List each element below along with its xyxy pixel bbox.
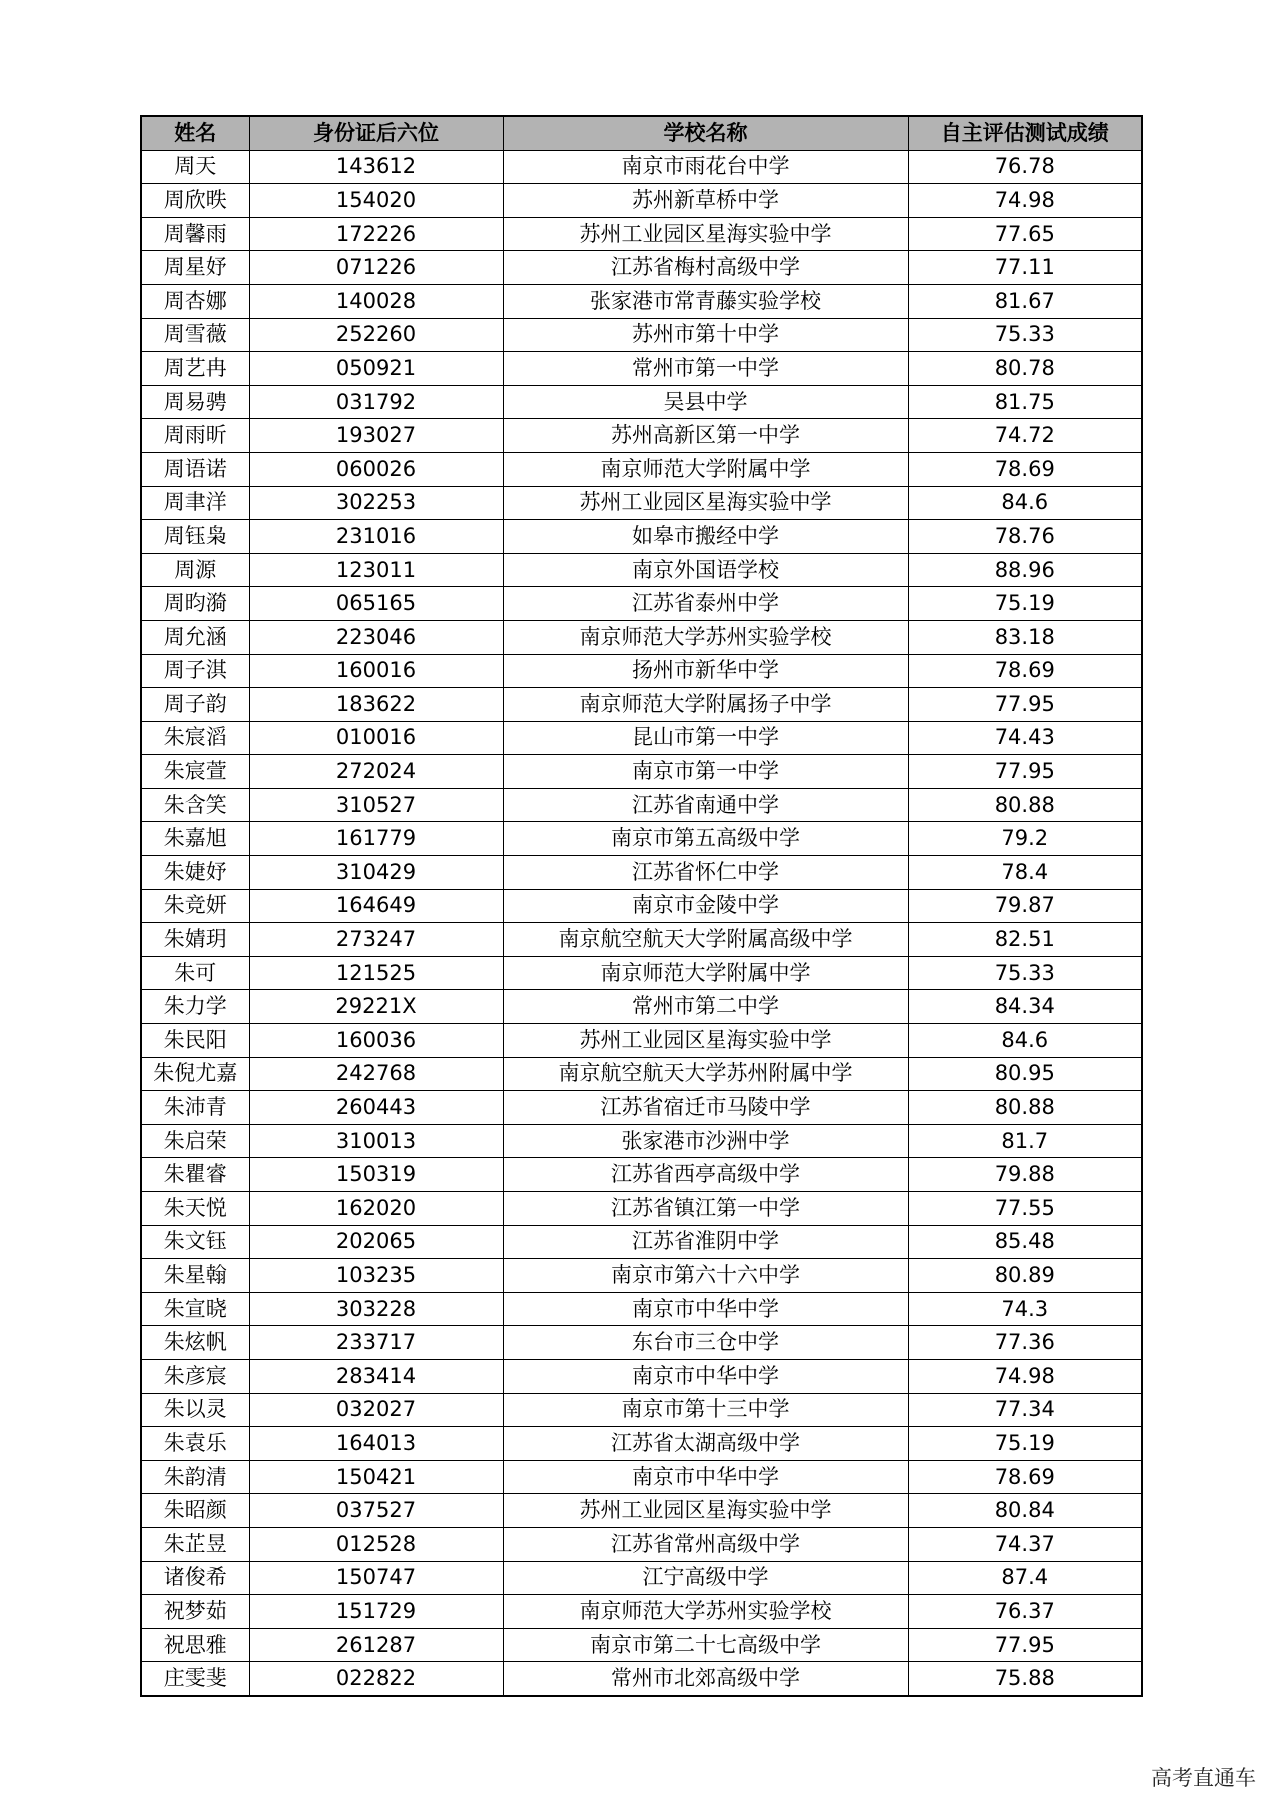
cell-school: 江苏省太湖高级中学 [503,1427,908,1461]
cell-score: 75.33 [908,956,1142,990]
cell-id-last6: 037527 [249,1494,503,1528]
table-row [141,688,1142,722]
cell-school: 江苏省宿迁市马陵中学 [503,1091,908,1125]
table-row [141,1225,1142,1259]
cell-name: 周雨昕 [141,419,249,453]
cell-school: 江苏省常州高级中学 [503,1527,908,1561]
cell-score: 87.4 [908,1561,1142,1595]
cell-name: 祝梦茹 [141,1595,249,1629]
cell-name: 周聿洋 [141,486,249,520]
table-row [141,486,1142,520]
cell-name: 周星妤 [141,251,249,285]
table-row [141,419,1142,453]
cell-school: 南京市第五高级中学 [503,822,908,856]
cell-name: 周语诺 [141,452,249,486]
cell-score: 83.18 [908,620,1142,654]
cell-id-last6: 172226 [249,217,503,251]
cell-name: 周易骋 [141,385,249,419]
cell-school: 苏州高新区第一中学 [503,419,908,453]
cell-school: 江苏省梅村高级中学 [503,251,908,285]
table-row [141,1326,1142,1360]
table-row [141,553,1142,587]
cell-score: 74.98 [908,184,1142,218]
table-row [141,1393,1142,1427]
cell-score: 77.95 [908,1628,1142,1662]
cell-school: 苏州工业园区星海实验中学 [503,1024,908,1058]
table-row [141,1427,1142,1461]
cell-name: 朱文钰 [141,1225,249,1259]
cell-score: 77.65 [908,217,1142,251]
cell-id-last6: 031792 [249,385,503,419]
cell-id-last6: 121525 [249,956,503,990]
cell-school: 南京市雨花台中学 [503,150,908,184]
cell-school: 常州市第二中学 [503,990,908,1024]
cell-id-last6: 29221X [249,990,503,1024]
cell-score: 76.37 [908,1595,1142,1629]
table-row [141,1158,1142,1192]
cell-score: 77.95 [908,688,1142,722]
cell-school: 东台市三仓中学 [503,1326,908,1360]
header-row [141,116,1142,150]
table-row [141,1192,1142,1226]
cell-id-last6: 261287 [249,1628,503,1662]
cell-school: 张家港市沙洲中学 [503,1124,908,1158]
table-row [141,1091,1142,1125]
cell-name: 祝思雅 [141,1628,249,1662]
cell-score: 79.87 [908,889,1142,923]
cell-score: 85.48 [908,1225,1142,1259]
table-row [141,1561,1142,1595]
cell-id-last6: 012528 [249,1527,503,1561]
cell-school: 南京市金陵中学 [503,889,908,923]
cell-score: 80.88 [908,1091,1142,1125]
cell-id-last6: 161779 [249,822,503,856]
cell-name: 诸俊希 [141,1561,249,1595]
cell-id-last6: 050921 [249,352,503,386]
cell-name: 朱韵清 [141,1460,249,1494]
cell-name: 朱宸滔 [141,721,249,755]
cell-score: 82.51 [908,923,1142,957]
cell-school: 江苏省泰州中学 [503,587,908,621]
cell-name: 周昀漪 [141,587,249,621]
cell-school: 南京师范大学苏州实验学校 [503,620,908,654]
cell-id-last6: 302253 [249,486,503,520]
table-row [141,1024,1142,1058]
table-header [141,116,1142,150]
cell-name: 朱星翰 [141,1259,249,1293]
cell-name: 朱嘉旭 [141,822,249,856]
cell-score: 74.72 [908,419,1142,453]
cell-id-last6: 193027 [249,419,503,453]
cell-id-last6: 260443 [249,1091,503,1125]
header-school: 学校名称 [503,116,908,150]
cell-school: 苏州新草桥中学 [503,184,908,218]
table-row [141,1292,1142,1326]
cell-school: 如皋市搬经中学 [503,520,908,554]
cell-school: 南京航空航天大学附属高级中学 [503,923,908,957]
table-row [141,721,1142,755]
cell-name: 周雪薇 [141,318,249,352]
cell-score: 75.19 [908,1427,1142,1461]
cell-name: 朱昭颜 [141,1494,249,1528]
cell-score: 80.95 [908,1057,1142,1091]
cell-id-last6: 160016 [249,654,503,688]
cell-school: 苏州市第十中学 [503,318,908,352]
cell-school: 苏州工业园区星海实验中学 [503,217,908,251]
cell-name: 朱婕妤 [141,856,249,890]
table-row [141,990,1142,1024]
cell-score: 78.69 [908,1460,1142,1494]
cell-id-last6: 065165 [249,587,503,621]
table-row [141,1460,1142,1494]
cell-school: 南京师范大学附属中学 [503,452,908,486]
table-row [141,318,1142,352]
table-row [141,1259,1142,1293]
table-row [141,1628,1142,1662]
cell-school: 江宁高级中学 [503,1561,908,1595]
table-row [141,184,1142,218]
cell-score: 81.67 [908,284,1142,318]
cell-school: 昆山市第一中学 [503,721,908,755]
cell-school: 常州市北郊高级中学 [503,1662,908,1696]
cell-score: 75.33 [908,318,1142,352]
table-row [141,755,1142,789]
cell-score: 84.6 [908,1024,1142,1058]
cell-name: 周天 [141,150,249,184]
cell-name: 朱力学 [141,990,249,1024]
cell-id-last6: 022822 [249,1662,503,1696]
table-row [141,788,1142,822]
cell-school: 苏州工业园区星海实验中学 [503,1494,908,1528]
cell-score: 77.36 [908,1326,1142,1360]
cell-school: 江苏省镇江第一中学 [503,1192,908,1226]
cell-name: 周馨雨 [141,217,249,251]
cell-id-last6: 283414 [249,1359,503,1393]
cell-score: 77.11 [908,251,1142,285]
cell-name: 朱袁乐 [141,1427,249,1461]
cell-school: 南京师范大学苏州实验学校 [503,1595,908,1629]
cell-name: 朱可 [141,956,249,990]
cell-score: 74.98 [908,1359,1142,1393]
header-id-last6: 身份证后六位 [249,116,503,150]
cell-score: 77.34 [908,1393,1142,1427]
table-row [141,520,1142,554]
table-row [141,1494,1142,1528]
cell-id-last6: 303228 [249,1292,503,1326]
cell-id-last6: 202065 [249,1225,503,1259]
cell-id-last6: 010016 [249,721,503,755]
cell-name: 朱芷昱 [141,1527,249,1561]
cell-score: 78.69 [908,654,1142,688]
header-name: 姓名 [141,116,249,150]
cell-id-last6: 143612 [249,150,503,184]
table-row [141,251,1142,285]
cell-id-last6: 032027 [249,1393,503,1427]
cell-school: 南京外国语学校 [503,553,908,587]
cell-name: 周允涵 [141,620,249,654]
cell-id-last6: 123011 [249,553,503,587]
cell-id-last6: 150747 [249,1561,503,1595]
cell-name: 周子韵 [141,688,249,722]
cell-school: 扬州市新华中学 [503,654,908,688]
cell-name: 朱民阳 [141,1024,249,1058]
cell-school: 南京市第二十七高级中学 [503,1628,908,1662]
table-row [141,620,1142,654]
table-row [141,889,1142,923]
cell-school: 苏州工业园区星海实验中学 [503,486,908,520]
cell-id-last6: 223046 [249,620,503,654]
cell-score: 81.7 [908,1124,1142,1158]
cell-score: 76.78 [908,150,1142,184]
cell-name: 朱瞿睿 [141,1158,249,1192]
cell-score: 77.55 [908,1192,1142,1226]
cell-id-last6: 164013 [249,1427,503,1461]
cell-score: 88.96 [908,553,1142,587]
cell-name: 周艺冉 [141,352,249,386]
cell-school: 江苏省怀仁中学 [503,856,908,890]
cell-score: 78.4 [908,856,1142,890]
cell-score: 79.88 [908,1158,1142,1192]
cell-school: 南京市第十三中学 [503,1393,908,1427]
cell-school: 南京市第一中学 [503,755,908,789]
table-row [141,923,1142,957]
cell-name: 周子淇 [141,654,249,688]
table-row [141,856,1142,890]
cell-id-last6: 233717 [249,1326,503,1360]
table-row [141,587,1142,621]
cell-name: 周钰枭 [141,520,249,554]
table-row [141,385,1142,419]
cell-score: 75.88 [908,1662,1142,1696]
cell-name: 朱启荣 [141,1124,249,1158]
cell-score: 78.76 [908,520,1142,554]
table-row [141,150,1142,184]
cell-name: 朱竞妍 [141,889,249,923]
cell-score: 84.6 [908,486,1142,520]
footer-brand-watermark: 高考直通车 [1151,1766,1256,1790]
cell-id-last6: 160036 [249,1024,503,1058]
table-row [141,1124,1142,1158]
cell-name: 朱天悦 [141,1192,249,1226]
cell-school: 南京市第六十六中学 [503,1259,908,1293]
table-row [141,284,1142,318]
cell-name: 朱含笑 [141,788,249,822]
cell-score: 84.34 [908,990,1142,1024]
cell-name: 朱宣晓 [141,1292,249,1326]
table-row [141,956,1142,990]
cell-name: 周杏娜 [141,284,249,318]
table-row [141,1527,1142,1561]
cell-id-last6: 242768 [249,1057,503,1091]
table-row [141,1662,1142,1696]
table-body [141,150,1142,1696]
cell-id-last6: 273247 [249,923,503,957]
cell-score: 77.95 [908,755,1142,789]
cell-id-last6: 103235 [249,1259,503,1293]
cell-id-last6: 310527 [249,788,503,822]
cell-id-last6: 154020 [249,184,503,218]
table-row [141,352,1142,386]
table-row [141,452,1142,486]
cell-score: 74.3 [908,1292,1142,1326]
cell-school: 南京市中华中学 [503,1359,908,1393]
cell-school: 江苏省淮阴中学 [503,1225,908,1259]
cell-score: 74.37 [908,1527,1142,1561]
results-table [140,115,1143,1697]
cell-id-last6: 150421 [249,1460,503,1494]
cell-score: 78.69 [908,452,1142,486]
cell-score: 80.88 [908,788,1142,822]
cell-school: 南京师范大学附属扬子中学 [503,688,908,722]
cell-id-last6: 231016 [249,520,503,554]
cell-id-last6: 060026 [249,452,503,486]
cell-score: 80.78 [908,352,1142,386]
cell-name: 朱婧玥 [141,923,249,957]
cell-id-last6: 183622 [249,688,503,722]
cell-id-last6: 151729 [249,1595,503,1629]
table-row [141,217,1142,251]
cell-school: 江苏省西亭高级中学 [503,1158,908,1192]
table-row [141,822,1142,856]
cell-school: 吴县中学 [503,385,908,419]
cell-school: 张家港市常青藤实验学校 [503,284,908,318]
cell-id-last6: 140028 [249,284,503,318]
cell-score: 75.19 [908,587,1142,621]
table-row [141,1057,1142,1091]
cell-school: 南京师范大学附属中学 [503,956,908,990]
cell-id-last6: 071226 [249,251,503,285]
cell-school: 常州市第一中学 [503,352,908,386]
table-row [141,1359,1142,1393]
cell-id-last6: 252260 [249,318,503,352]
cell-school: 南京航空航天大学苏州附属中学 [503,1057,908,1091]
cell-id-last6: 150319 [249,1158,503,1192]
cell-name: 朱以灵 [141,1393,249,1427]
cell-name: 朱宸萱 [141,755,249,789]
cell-school: 江苏省南通中学 [503,788,908,822]
cell-score: 74.43 [908,721,1142,755]
cell-name: 朱倪尤嘉 [141,1057,249,1091]
table-row [141,1595,1142,1629]
cell-id-last6: 310013 [249,1124,503,1158]
cell-school: 南京市中华中学 [503,1292,908,1326]
cell-name: 周源 [141,553,249,587]
cell-score: 81.75 [908,385,1142,419]
table-row [141,654,1142,688]
cell-id-last6: 310429 [249,856,503,890]
cell-score: 80.84 [908,1494,1142,1528]
cell-name: 朱沛青 [141,1091,249,1125]
cell-school: 南京市中华中学 [503,1460,908,1494]
cell-name: 周欣昳 [141,184,249,218]
header-score: 自主评估测试成绩 [908,116,1142,150]
cell-score: 79.2 [908,822,1142,856]
cell-name: 庄雯斐 [141,1662,249,1696]
cell-name: 朱炫帆 [141,1326,249,1360]
cell-id-last6: 162020 [249,1192,503,1226]
cell-name: 朱彦宸 [141,1359,249,1393]
cell-id-last6: 164649 [249,889,503,923]
cell-id-last6: 272024 [249,755,503,789]
cell-score: 80.89 [908,1259,1142,1293]
